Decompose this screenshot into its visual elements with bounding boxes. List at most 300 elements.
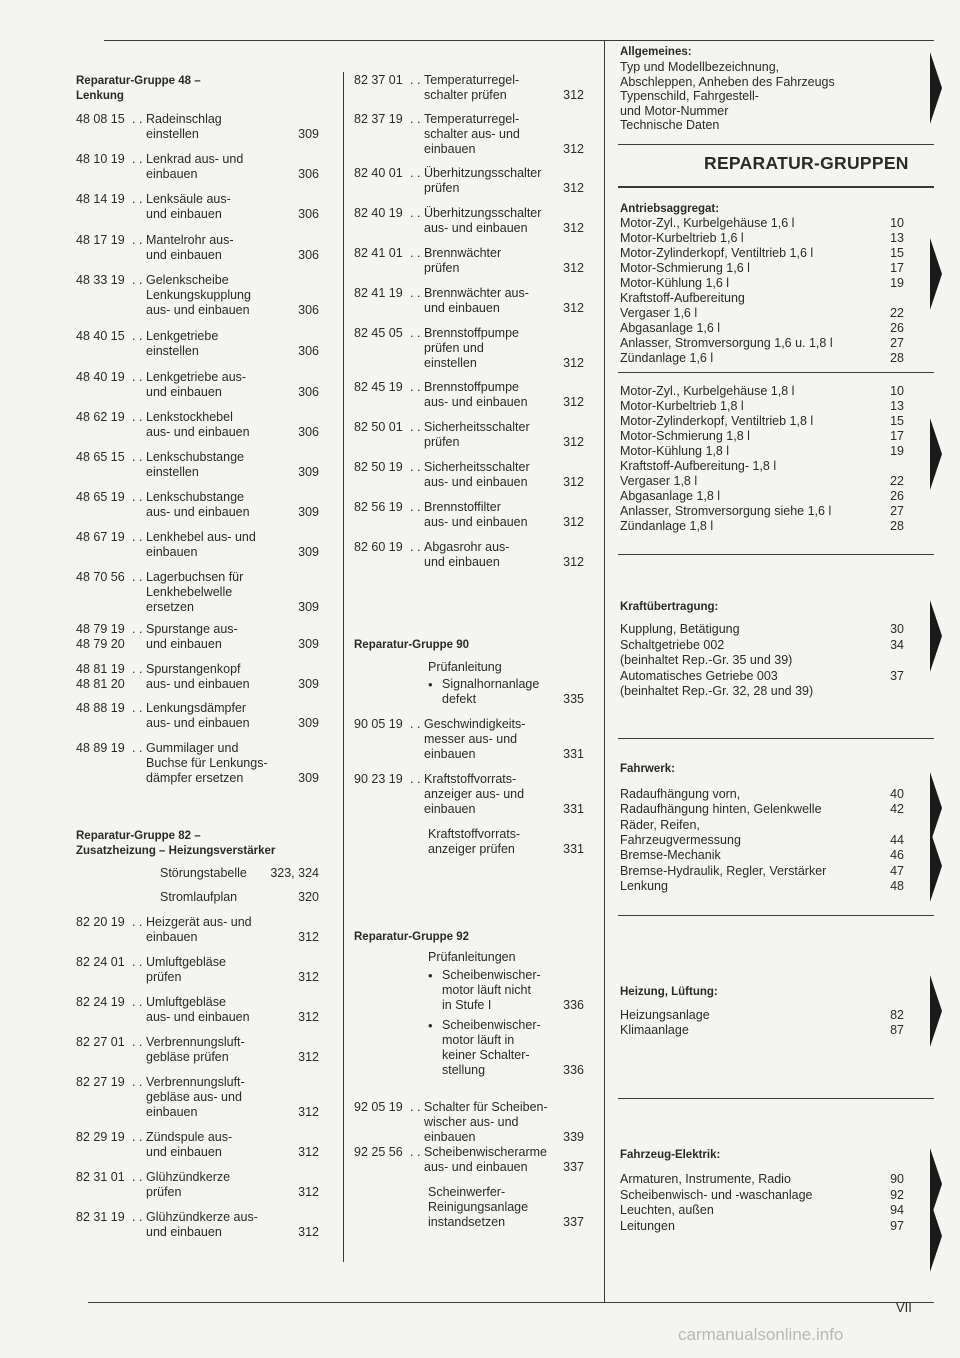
leader-dots: . . (132, 701, 143, 715)
entry-page-number: 312 (563, 142, 584, 156)
entry-code: 82 50 19 (354, 460, 403, 474)
general-line-text: Typenschild, Fahrgestell- (620, 89, 759, 103)
item-label: Motor-Kühlung 1,6 l (620, 276, 730, 290)
item-group-number: 48 (890, 878, 904, 893)
leader-dots: . . (410, 206, 421, 220)
thumb-tab-power (930, 600, 942, 672)
entry-code: 82 27 01 (76, 1035, 125, 1049)
drive16-item (620, 291, 904, 305)
power-item (620, 622, 904, 636)
drive16-item (620, 321, 904, 335)
bottom-rule (88, 1302, 934, 1303)
leader-dots: . . (132, 741, 143, 755)
thumb-tab-chassis-2 (930, 830, 942, 902)
entry-code: 82 40 19 (354, 206, 403, 220)
page-number: VII (896, 1300, 912, 1315)
thumb-tab-drive18 (930, 418, 942, 490)
drive18-item (620, 489, 904, 503)
entry-code: 48 65 15 (76, 450, 125, 464)
leader-dots: . . (410, 420, 421, 434)
item-group-number: 28 (890, 519, 904, 533)
entry-code: 48 89 19 (76, 741, 125, 755)
entry-code: 48 10 19 (76, 152, 125, 166)
drive18-item (620, 429, 904, 443)
power-item (620, 669, 904, 683)
entry-description: • Scheibenwischer- motor läuft nicht in Stufe I (442, 968, 541, 1013)
entry-description: Lenkstockhebel aus- und einbauen (146, 410, 250, 439)
item-label: Motor-Schmierung 1,6 l (620, 261, 750, 275)
entry-description: Radeinschlag einstellen (146, 112, 222, 141)
item-group-number: 42 (890, 802, 904, 817)
drive18-item (620, 504, 904, 518)
item-label: Motor-Zylinderkopf, Ventiltrieb 1,8 l (620, 414, 814, 428)
group48-heading: Reparatur-Gruppe 48 – Lenkung (76, 75, 201, 102)
entry-code: 82 45 19 (354, 380, 403, 394)
item-group-number: 47 (890, 863, 904, 878)
entry-description: Lenkgetriebe einstellen (146, 329, 219, 358)
leader-dots: . . (410, 286, 421, 300)
entry-page-number: 306 (298, 425, 319, 439)
entry-code: 48 79 19 48 79 20 (76, 622, 125, 651)
divider-drive (618, 372, 934, 373)
entry-page-number: 312 (563, 181, 584, 195)
item-label: Fahrzeugvermessung (620, 832, 741, 847)
item-label: Radaufhängung vorn, (620, 787, 741, 801)
item-group-number: 10 (890, 216, 904, 230)
entry-code: 82 31 19 (76, 1210, 125, 1224)
item-group-number: 15 (890, 414, 904, 428)
entry-page-number: 306 (298, 303, 319, 317)
entry-page-number: 312 (563, 475, 584, 489)
drive18-item (620, 519, 904, 533)
leader-dots: . . (410, 1100, 421, 1114)
entry-description: Glühzündkerze aus- und einbauen (146, 1210, 258, 1239)
entry-description: Lenkrad aus- und einbauen (146, 152, 244, 181)
leader-dots: . . (410, 1145, 421, 1159)
entry-description: • Scheibenwischer- motor läuft in keiner Schalter- stellung (442, 1018, 541, 1078)
entry-description: Kraftstoffvorrats- anzeiger aus- und einbauen (424, 772, 525, 816)
item-label: Lenkung (620, 878, 668, 893)
drive18-item (620, 414, 904, 428)
entry-page-number: 306 (298, 207, 319, 221)
right-column-index (620, 0, 904, 1300)
entry-description: Gummilager und Buchse für Lenkungs- dämpfer ersetzen (146, 741, 268, 785)
entry-page-number: 312 (563, 88, 584, 102)
general-line-text: und Motor-Nummer (620, 103, 729, 118)
entry-description: Scheibenwischerarme aus- und einbauen (424, 1145, 547, 1174)
entry-code: 48 67 19 (76, 530, 125, 544)
item-label: Kraftstoff-Aufbereitung (620, 291, 745, 305)
item-label: Vergaser 1,6 l (620, 306, 698, 320)
drive16-item (620, 216, 904, 230)
leader-dots: . . (132, 1210, 143, 1224)
item-label: Leitungen (620, 1218, 675, 1233)
item-label: Automatisches Getriebe 003 (620, 668, 778, 683)
item-label: Schaltgetriebe 002 (620, 637, 725, 652)
heating-item (620, 1008, 904, 1022)
drive16-item (620, 231, 904, 245)
entry-code: 82 41 01 (354, 246, 403, 260)
entry-page-number: 323, 324 (270, 866, 319, 880)
general-line-text: Typ und Modellbezeichnung, (620, 60, 780, 74)
electric-title: Fahrzeug-Elektrik: (620, 1149, 721, 1161)
leader-dots: . . (410, 500, 421, 514)
entry-page-number: 320 (298, 890, 319, 904)
item-group-number: 13 (890, 399, 904, 413)
item-group-number: 44 (890, 832, 904, 847)
item-group-number: 17 (890, 261, 904, 275)
leader-dots: . . (410, 112, 421, 126)
entry-code: 48 08 15 (76, 112, 125, 126)
leader-dots: . . (132, 1130, 143, 1144)
leader-dots: . . (410, 717, 421, 731)
item-group-number: 26 (890, 489, 904, 503)
entry-page-number: 309 (298, 677, 319, 691)
watermark: carmanualsonline.info (678, 1325, 844, 1344)
thumb-tab-heating (930, 975, 942, 1047)
entry-code: 82 56 19 (354, 500, 403, 514)
chassis-item (620, 864, 904, 878)
item-label: Motor-Zyl., Kurbelgehäuse 1,6 l (620, 216, 795, 230)
entry-description: Überhitzungsschalter prüfen (424, 166, 542, 195)
drive16-item (620, 336, 904, 350)
item-label: Klimaanlage (620, 1023, 689, 1037)
entry-code: 92 05 19 (354, 1100, 403, 1114)
entry-code: 48 70 56 (76, 570, 125, 584)
entry-description: Spurstangenkopf aus- und einbauen (146, 662, 250, 691)
leader-dots: . . (410, 380, 421, 394)
entry-page-number: 312 (298, 1225, 319, 1239)
drive18-item (620, 459, 904, 473)
entry-code: 48 81 19 48 81 20 (76, 662, 125, 691)
power-item (620, 653, 904, 667)
entry-code: 82 40 01 (354, 166, 403, 180)
entry-code: 82 37 01 (354, 73, 403, 87)
entry-page-number: 337 (563, 1160, 584, 1174)
entry-code: 48 40 19 (76, 370, 125, 384)
entry-code: 82 24 01 (76, 955, 125, 969)
entry-description: Überhitzungsschalter aus- und einbauen (424, 206, 542, 235)
leader-dots: . . (132, 192, 143, 206)
entry-page-number: 312 (563, 301, 584, 315)
group82-heading: Reparatur-Gruppe 82 – Zusatzheizung – Heizungsverstärker (76, 830, 276, 857)
item-group-number: 34 (890, 637, 904, 652)
item-label: Anlasser, Stromversorgung siehe 1,6 l (620, 504, 832, 518)
item-group-number: 15 (890, 246, 904, 260)
item-group-number: 28 (890, 351, 904, 365)
entry-code: 82 24 19 (76, 995, 125, 1009)
entry-description: Temperaturregel- schalter aus- und einbauen (424, 112, 520, 156)
leader-dots: . . (132, 112, 143, 126)
entry-page-number: 312 (563, 555, 584, 569)
item-label: Kraftstoff-Aufbereitung- 1,8 l (620, 459, 777, 473)
entry-code: 82 45 05 (354, 326, 403, 340)
entry-code: 48 62 19 (76, 410, 125, 424)
item-group-number: 10 (890, 384, 904, 398)
thumb-tab-drive16 (930, 238, 942, 310)
entry-description: Brennwächter prüfen (424, 246, 502, 275)
leader-dots: . . (410, 326, 421, 340)
item-group-number: 19 (890, 444, 904, 458)
entry-description: Umluftgebläse aus- und einbauen (146, 995, 250, 1024)
item-group-number: 37 (890, 668, 904, 683)
drive16-item (620, 276, 904, 290)
heating-title: Heizung, Lüftung: (620, 986, 718, 998)
entry-code: 82 20 19 (76, 915, 125, 929)
entry-page-number: 336 (563, 1063, 584, 1077)
entry-page-number: 312 (298, 1050, 319, 1064)
entry-description: Lagerbuchsen für Lenkhebelwelle ersetzen (146, 570, 244, 614)
entry-description: Geschwindigkeits- messer aus- und einbauen (424, 717, 526, 761)
entry-page-number: 331 (563, 802, 584, 816)
electric-item (620, 1203, 904, 1217)
entry-description: Brennwächter aus- und einbauen (424, 286, 529, 315)
divider-chassis (618, 915, 934, 916)
leader-dots: . . (132, 1075, 143, 1089)
entry-description: Verbrennungsluft- gebläse aus- und einbauen (146, 1075, 245, 1119)
leader-dots: . . (410, 166, 421, 180)
entry-page-number: 312 (298, 1145, 319, 1159)
entry-description: Brennstoffilter aus- und einbauen (424, 500, 528, 529)
entry-code: 82 41 19 (354, 286, 403, 300)
entry-code: 82 31 01 (76, 1170, 125, 1184)
entry-code: 48 65 19 (76, 490, 125, 504)
item-label: Motor-Kühlung 1,8 l (620, 444, 730, 458)
entry-description: Lenkgetriebe aus- und einbauen (146, 370, 247, 399)
electric-item (620, 1172, 904, 1186)
entry-page-number: 312 (298, 970, 319, 984)
item-group-number: 22 (890, 306, 904, 320)
entry-description: Störungstabelle (160, 866, 247, 880)
entry-page-number: 312 (298, 930, 319, 944)
chassis-title: Fahrwerk: (620, 763, 675, 775)
entry-code: 90 23 19 (354, 772, 403, 786)
item-group-number: 46 (890, 848, 904, 863)
item-label: Motor-Kurbeltrieb 1,8 l (620, 399, 744, 413)
drive18-item (620, 399, 904, 413)
entry-page-number: 309 (298, 465, 319, 479)
leader-dots: . . (132, 1035, 143, 1049)
item-group-number: 27 (890, 336, 904, 350)
item-label: Radaufhängung hinten, Gelenkwelle (620, 802, 822, 817)
general-line-text: Technische Daten (620, 118, 720, 132)
leader-dots: . . (410, 772, 421, 786)
entry-description: Lenkhebel aus- und einbauen (146, 530, 256, 559)
item-group-number: 40 (890, 787, 904, 801)
heating-item (620, 1023, 904, 1037)
entry-page-number: 309 (298, 505, 319, 519)
item-label: Motor-Kurbeltrieb 1,6 l (620, 231, 744, 245)
entry-code: 82 29 19 (76, 1130, 125, 1144)
entry-page-number: 306 (298, 167, 319, 181)
item-group-number: 26 (890, 321, 904, 335)
entry-description: Sicherheitsschalter prüfen (424, 420, 530, 449)
leader-dots: . . (132, 570, 143, 584)
leader-dots: . . (132, 450, 143, 464)
entry-page-number: 306 (298, 248, 319, 262)
item-label: Abgasanlage 1,8 l (620, 489, 721, 503)
entry-description: Schalter für Scheiben- wischer aus- und einbauen (424, 1100, 548, 1144)
thumb-tab-general (930, 52, 942, 124)
item-label: Vergaser 1,8 l (620, 474, 698, 488)
item-group-number: 92 (890, 1187, 904, 1202)
chassis-item (620, 818, 904, 832)
entry-code: 82 60 19 (354, 540, 403, 554)
leader-dots: . . (132, 662, 143, 676)
drive18-item (620, 384, 904, 398)
item-group-number: 94 (890, 1203, 904, 1217)
entry-description: Zündspule aus- und einbauen (146, 1130, 233, 1159)
entry-description: Gelenkscheibe Lenkungskupplung aus- und einbauen (146, 273, 251, 317)
drive18-item (620, 474, 904, 488)
entry-page-number: 309 (298, 637, 319, 651)
item-label: Bremse-Mechanik (620, 848, 721, 863)
general-title: Allgemeines: (620, 46, 692, 58)
leader-dots: . . (410, 540, 421, 554)
entry-page-number: 309 (298, 716, 319, 730)
entry-code: 48 14 19 (76, 192, 125, 206)
item-label: Bremse-Hydraulik, Regler, Verstärker (620, 863, 827, 878)
item-label: Scheibenwisch- und -waschanlage (620, 1187, 813, 1202)
divider-heating (618, 1098, 934, 1099)
drive18-item (620, 444, 904, 458)
leader-dots: . . (132, 1170, 143, 1184)
drive16-item (620, 351, 904, 365)
column-divider-right (604, 40, 605, 1302)
entry-page-number: 306 (298, 344, 319, 358)
entry-description: Abgasrohr aus- und einbauen (424, 540, 510, 569)
item-label: (beinhaltet Rep.-Gr. 35 und 39) (620, 653, 793, 667)
item-label: Zündanlage 1,8 l (620, 519, 714, 533)
item-group-number: 97 (890, 1218, 904, 1233)
thumb-tab-electric-2 (930, 1200, 942, 1272)
leader-dots: . . (132, 329, 143, 343)
item-label: Armaturen, Instrumente, Radio (620, 1172, 791, 1186)
entry-code: 48 17 19 (76, 233, 125, 247)
entry-page-number: 309 (298, 771, 319, 785)
leader-dots: . . (132, 490, 143, 504)
entry-description: Brennstoffpumpe prüfen und einstellen (424, 326, 519, 370)
entry-page-number: 331 (563, 747, 584, 761)
item-label: Heizungsanlage (620, 1008, 710, 1022)
entry-description: Lenkschubstange einstellen (146, 450, 244, 479)
item-group-number: 90 (890, 1172, 904, 1186)
entry-page-number: 312 (298, 1185, 319, 1199)
reparatur-gruppen-banner: REPARATUR-GRUPPEN (704, 153, 909, 173)
entry-page-number: 312 (563, 435, 584, 449)
leader-dots: . . (132, 530, 143, 544)
entry-page-number: 309 (298, 127, 319, 141)
leader-dots: . . (132, 955, 143, 969)
entry-code: 82 50 01 (354, 420, 403, 434)
entry-description: Stromlaufplan (160, 890, 238, 904)
entry-description: Glühzündkerze prüfen (146, 1170, 231, 1199)
entry-description: Umluftgebläse prüfen (146, 955, 226, 984)
chassis-item (620, 802, 904, 816)
drive16-item (620, 261, 904, 275)
leader-dots: . . (132, 410, 143, 424)
entry-description: Lenkschubstange aus- und einbauen (146, 490, 250, 519)
divider-drive18 (618, 554, 934, 555)
leader-dots: . . (410, 460, 421, 474)
drive16-item (620, 246, 904, 260)
entry-description: Spurstange aus- und einbauen (146, 622, 238, 651)
electric-item (620, 1188, 904, 1202)
entry-description: Heizgerät aus- und einbauen (146, 915, 252, 944)
item-label: Motor-Zyl., Kurbelgehäuse 1,8 l (620, 384, 795, 398)
leader-dots: . . (132, 915, 143, 929)
electric-item (620, 1219, 904, 1233)
entry-code: 48 88 19 (76, 701, 125, 715)
entry-code: 48 40 15 (76, 329, 125, 343)
item-label: Abgasanlage 1,6 l (620, 321, 721, 335)
item-label: Leuchten, außen (620, 1203, 714, 1217)
item-label: (beinhaltet Rep.-Gr. 32, 28 und 39) (620, 684, 814, 698)
entry-page-number: 309 (298, 600, 319, 614)
drive-title: Antriebsaggregat: (620, 203, 720, 215)
drive16-item (620, 306, 904, 320)
chassis-item (620, 833, 904, 847)
entry-page-number: 336 (563, 998, 584, 1012)
left-column (76, 0, 319, 1300)
leader-dots: . . (132, 370, 143, 384)
group92-heading: Reparatur-Gruppe 92 (354, 931, 470, 943)
general-line-text: Abschleppen, Anheben des Fahrzeugs (620, 74, 835, 89)
leader-dots: . . (132, 273, 143, 287)
entry-description: Lenkungsdämpfer aus- und einbauen (146, 701, 250, 730)
leader-dots: . . (132, 622, 143, 636)
item-group-number: 17 (890, 429, 904, 443)
item-group-number: 30 (890, 622, 904, 636)
entry-page-number: 312 (563, 356, 584, 370)
item-group-number: 27 (890, 504, 904, 518)
item-label: Anlasser, Stromversorgung 1,6 u. 1,8 l (620, 336, 833, 350)
entry-code: 92 25 56 (354, 1145, 403, 1159)
entry-page-number: 306 (298, 385, 319, 399)
item-label: Räder, Reifen, (620, 817, 700, 832)
divider-power (618, 738, 934, 739)
entry-description: Temperaturregel- schalter prüfen (424, 73, 520, 102)
entry-description: Mantelrohr aus- und einbauen (146, 233, 234, 262)
entry-code: 48 33 19 (76, 273, 125, 287)
entry-page-number: 312 (563, 515, 584, 529)
entry-code: 90 05 19 (354, 717, 403, 731)
entry-description: Brennstoffpumpe aus- und einbauen (424, 380, 528, 409)
item-group-number: 82 (890, 1008, 904, 1022)
entry-page-number: 309 (298, 545, 319, 559)
item-label: Kupplung, Betätigung (620, 622, 740, 636)
item-group-number: 22 (890, 474, 904, 488)
item-group-number: 13 (890, 231, 904, 245)
leader-dots: . . (132, 152, 143, 166)
chassis-item (620, 848, 904, 862)
group90-heading: Reparatur-Gruppe 90 (354, 639, 470, 651)
item-label: Motor-Schmierung 1,8 l (620, 429, 750, 443)
leader-dots: . . (410, 73, 421, 87)
entry-code: 82 27 19 (76, 1075, 125, 1089)
item-group-number: 87 (890, 1023, 904, 1037)
entry-page-number: 312 (563, 395, 584, 409)
item-label: Motor-Zylinderkopf, Ventiltrieb 1,6 l (620, 246, 814, 260)
entry-description: Sicherheitsschalter aus- und einbauen (424, 460, 530, 489)
item-group-number: 19 (890, 276, 904, 290)
power-item (620, 684, 904, 698)
entry-description: Lenksäule aus- und einbauen (146, 192, 231, 221)
power-item (620, 638, 904, 652)
item-label: Zündanlage 1,6 l (620, 351, 714, 365)
entry-page-number: 312 (563, 221, 584, 235)
column-divider-left (343, 72, 344, 1262)
